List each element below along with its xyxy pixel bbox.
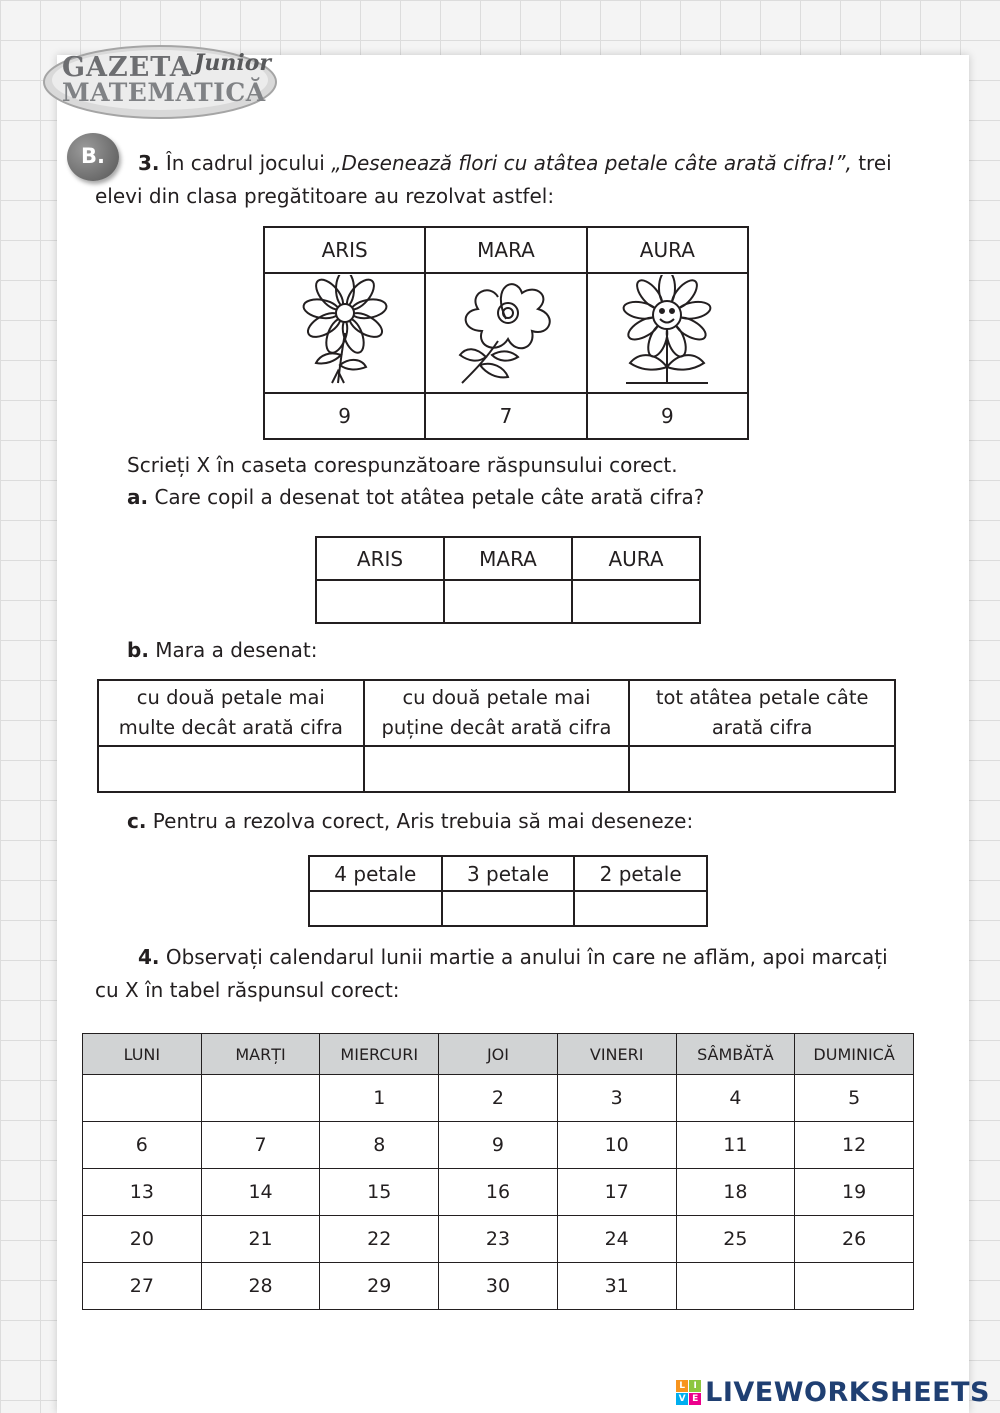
calendar-day: 16 <box>439 1169 558 1216</box>
answer-box-a-aris[interactable] <box>316 580 444 623</box>
calendar-day: 28 <box>201 1263 320 1310</box>
calendar-day: 6 <box>83 1122 202 1169</box>
flowers-digit-mara: 7 <box>425 393 586 439</box>
option-a-aura: AURA <box>572 537 700 580</box>
calendar-day: 19 <box>795 1169 914 1216</box>
calendar-day: 26 <box>795 1216 914 1263</box>
ex3-intro-a: În cadrul jocului <box>165 151 332 175</box>
calendar-day: 8 <box>320 1122 439 1169</box>
flowers-digit-aura: 9 <box>587 393 748 439</box>
liveworksheets-logo-icon <box>676 1380 701 1405</box>
calendar-day: 7 <box>201 1122 320 1169</box>
option-a-aris: ARIS <box>316 537 444 580</box>
flowers-header-mara: MARA <box>425 227 586 273</box>
question-b-label: b. <box>127 638 149 662</box>
calendar-day: 22 <box>320 1216 439 1263</box>
ex3-game-title: „Desenează flori cu atâtea petale câte arată cifra!”, <box>331 151 852 175</box>
logo-letter-v: V <box>676 1393 688 1405</box>
question-a-text: Care copil a desenat tot atâtea petale câte arată cifra? <box>148 485 705 509</box>
ex4-number: 4. <box>138 945 160 969</box>
ex4-text-line2: cu X în tabel răspunsul corect: <box>95 978 400 1002</box>
calendar-day: 4 <box>676 1075 795 1122</box>
rose-flower-icon <box>425 273 586 393</box>
calendar-table <box>82 1033 914 1310</box>
calendar-day: 20 <box>83 1216 202 1263</box>
option-b-more-l1: cu două petale mai <box>136 686 325 709</box>
ex3-intro <box>138 147 892 179</box>
calendar-day: 13 <box>83 1169 202 1216</box>
calendar-day: 17 <box>557 1169 676 1216</box>
question-b <box>127 634 317 666</box>
option-b-equal <box>629 680 895 746</box>
daisy-flower-icon <box>264 273 425 393</box>
answer-box-c-2[interactable] <box>574 891 707 926</box>
calendar-day: 5 <box>795 1075 914 1122</box>
answer-box-c-4[interactable] <box>309 891 442 926</box>
calendar-week <box>83 1075 914 1122</box>
answer-box-a-mara[interactable] <box>444 580 572 623</box>
answer-table-b <box>97 679 896 793</box>
day-header-marti: MARȚI <box>201 1034 320 1075</box>
answer-box-a-aura[interactable] <box>572 580 700 623</box>
logo-junior: Junior <box>194 50 272 76</box>
flowers-header-aura: AURA <box>587 227 748 273</box>
day-header-luni: LUNI <box>83 1034 202 1075</box>
question-c-text: Pentru a rezolva corect, Aris trebuia să mai deseneze: <box>146 809 694 833</box>
option-a-mara: MARA <box>444 537 572 580</box>
gazeta-junior-logo <box>42 40 282 120</box>
flowers-table <box>263 226 749 440</box>
flowers-digit-aris: 9 <box>264 393 425 439</box>
calendar-day: 24 <box>557 1216 676 1263</box>
answer-box-b-equal[interactable] <box>629 746 895 792</box>
calendar-day: 21 <box>201 1216 320 1263</box>
option-b-more-l2: multe decât arată cifra <box>118 716 343 739</box>
calendar-day: 18 <box>676 1169 795 1216</box>
day-header-duminica: DUMINICĂ <box>795 1034 914 1075</box>
day-header-joi: JOI <box>439 1034 558 1075</box>
calendar-day: 12 <box>795 1122 914 1169</box>
calendar-day: 27 <box>83 1263 202 1310</box>
option-b-equal-l2: arată cifra <box>711 716 813 739</box>
calendar-week <box>83 1122 914 1169</box>
calendar-day <box>795 1263 914 1310</box>
calendar-day <box>83 1075 202 1122</box>
calendar-week <box>83 1263 914 1310</box>
section-badge: B. <box>67 133 119 181</box>
answer-box-b-more[interactable] <box>98 746 364 792</box>
calendar-day: 3 <box>557 1075 676 1122</box>
liveworksheets-brand[interactable] <box>676 1372 990 1412</box>
liveworksheets-wordmark: LIVEWORKSHEETS <box>705 1376 990 1408</box>
calendar-week <box>83 1216 914 1263</box>
day-header-vineri: VINERI <box>557 1034 676 1075</box>
logo-letter-e: E <box>689 1393 701 1405</box>
ex3-intro-line2: elevi din clasa pregătitoare au rezolvat astfel: <box>95 184 555 208</box>
logo-gazeta: GAZETA <box>62 52 192 83</box>
question-c <box>127 805 693 837</box>
smiling-flower-icon <box>587 273 748 393</box>
calendar-day: 9 <box>439 1122 558 1169</box>
logo-letter-l: L <box>676 1380 688 1392</box>
calendar-day <box>201 1075 320 1122</box>
calendar-day: 23 <box>439 1216 558 1263</box>
calendar-week <box>83 1169 914 1216</box>
calendar-day: 14 <box>201 1169 320 1216</box>
ex4-text <box>138 941 888 973</box>
question-c-label: c. <box>127 809 147 833</box>
option-b-equal-l1: tot atâtea petale câte <box>655 686 869 709</box>
calendar-day: 2 <box>439 1075 558 1122</box>
answer-box-b-fewer[interactable] <box>364 746 630 792</box>
calendar-day: 15 <box>320 1169 439 1216</box>
ex4-text-line1: Observați calendarul lunii martie a anului în care ne aflăm, apoi marcați <box>159 945 888 969</box>
answer-table-c <box>308 855 708 927</box>
option-c-4: 4 petale <box>309 856 442 891</box>
calendar-day: 1 <box>320 1075 439 1122</box>
answer-box-c-3[interactable] <box>442 891 575 926</box>
flowers-header-aris: ARIS <box>264 227 425 273</box>
calendar-day: 30 <box>439 1263 558 1310</box>
option-b-fewer <box>364 680 630 746</box>
logo-letter-i: I <box>689 1380 701 1392</box>
option-b-fewer-l1: cu două petale mai <box>402 686 591 709</box>
ex3-number: 3. <box>138 151 160 175</box>
day-header-sambata: SÂMBĂTĂ <box>676 1034 795 1075</box>
day-header-miercuri: MIERCURI <box>320 1034 439 1075</box>
ex3-intro-c: trei <box>851 151 892 175</box>
answer-table-a <box>315 536 701 624</box>
calendar-day: 31 <box>557 1263 676 1310</box>
logo-matematica: MATEMATICĂ <box>62 78 266 107</box>
calendar-day: 10 <box>557 1122 676 1169</box>
option-c-2: 2 petale <box>574 856 707 891</box>
calendar-day: 11 <box>676 1122 795 1169</box>
question-a-label: a. <box>127 485 149 509</box>
calendar-day: 25 <box>676 1216 795 1263</box>
question-a <box>127 481 704 513</box>
option-c-3: 3 petale <box>442 856 575 891</box>
calendar-day: 29 <box>320 1263 439 1310</box>
option-b-fewer-l2: puține decât arată cifra <box>381 716 612 739</box>
question-b-text: Mara a desenat: <box>148 638 318 662</box>
option-b-more <box>98 680 364 746</box>
ex3-instruction: Scrieți X în caseta corespunzătoare răspunsului corect. <box>127 453 678 477</box>
calendar-day <box>676 1263 795 1310</box>
